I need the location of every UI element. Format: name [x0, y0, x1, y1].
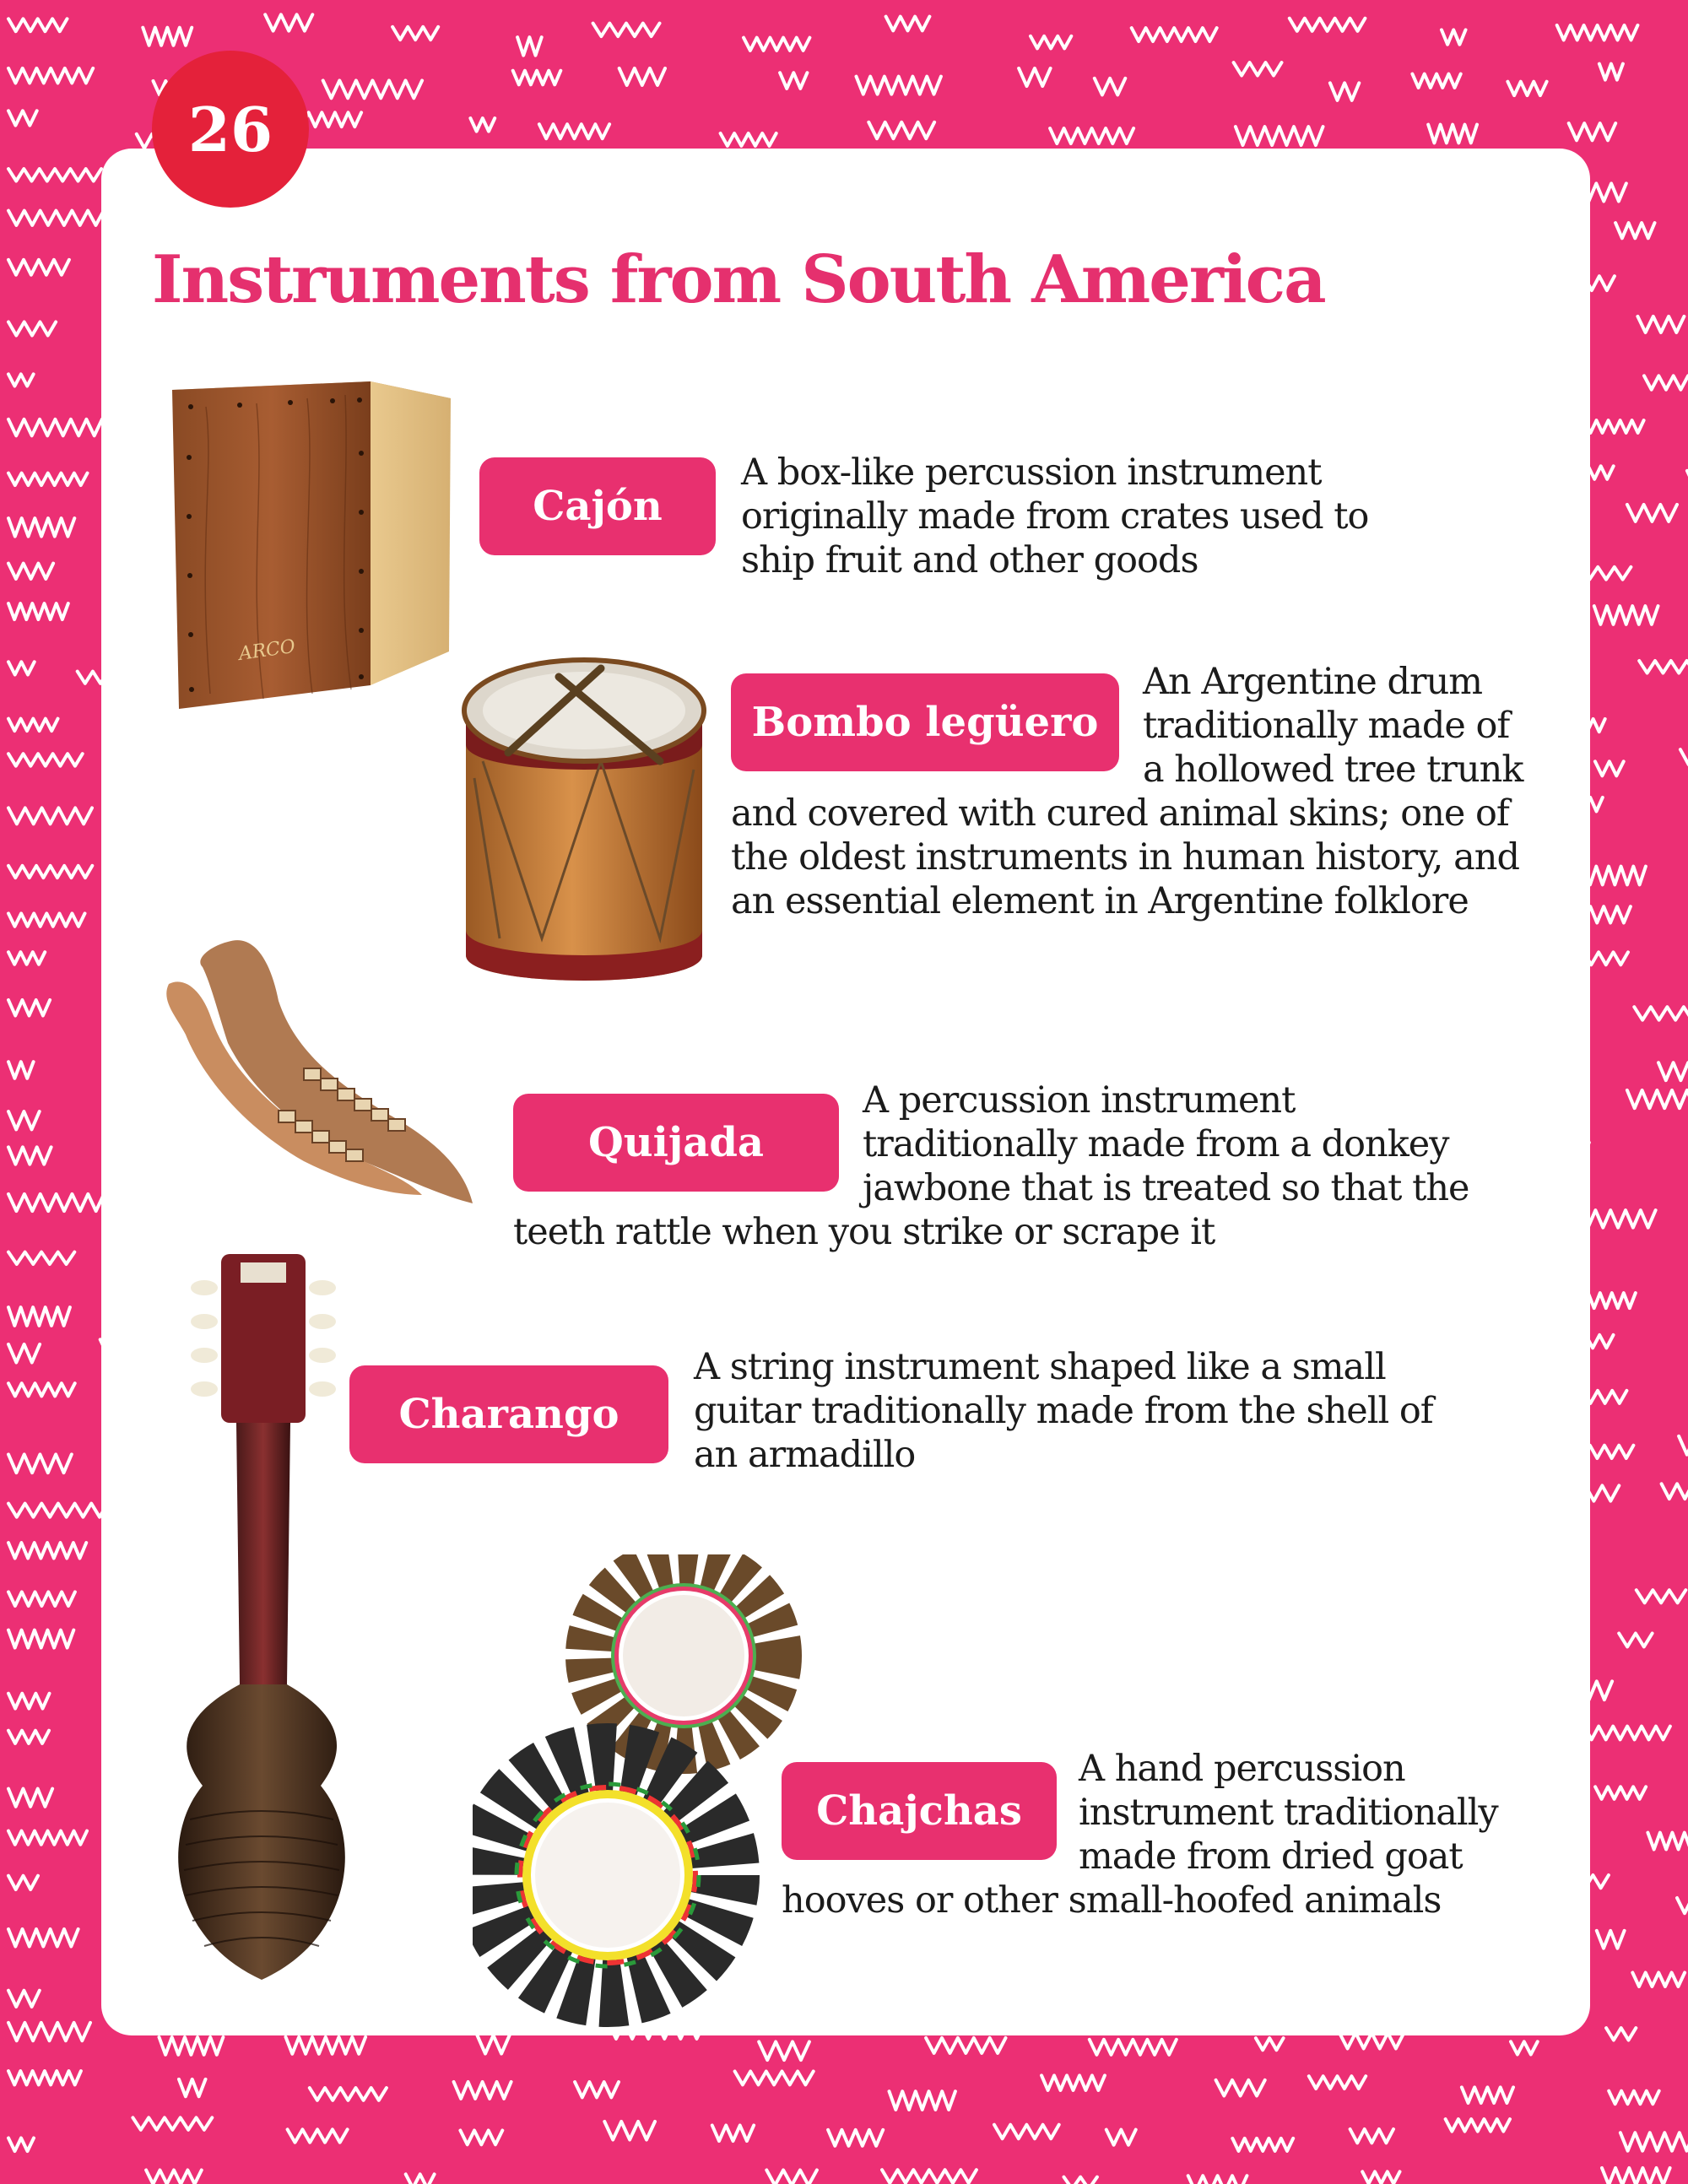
zigzag-doodle	[8, 1147, 51, 1164]
zigzag-doodle	[1290, 19, 1366, 31]
description-quijada-continued: teeth rattle when you strike or scrape it	[513, 1211, 1215, 1253]
zigzag-doodle	[1106, 2130, 1136, 2145]
zigzag-doodle	[1132, 28, 1217, 41]
zigzag-doodle	[8, 111, 37, 125]
zigzag-doodle	[8, 169, 101, 181]
zigzag-doodle	[8, 518, 74, 537]
zigzag-doodle	[1188, 2176, 1247, 2184]
zigzag-doodle	[133, 2117, 212, 2129]
zigzag-doodle	[8, 374, 34, 386]
zigzag-doodle	[8, 1307, 70, 1326]
zigzag-doodle	[1658, 1062, 1688, 1080]
zigzag-doodle	[392, 27, 438, 40]
zigzag-doodle	[1330, 83, 1359, 100]
zigzag-doodle	[179, 2079, 206, 2096]
zigzag-doodle	[1216, 2080, 1265, 2096]
zigzag-doodle	[1309, 2076, 1366, 2089]
zigzag-doodle	[1581, 1210, 1656, 1228]
zigzag-doodle	[406, 2174, 435, 2184]
label-cajon: Cajón	[479, 457, 716, 555]
zigzag-doodle	[1050, 128, 1133, 143]
zigzag-doodle	[882, 2170, 977, 2183]
zigzag-doodle	[1557, 25, 1638, 41]
zigzag-doodle	[1446, 2119, 1510, 2132]
zigzag-doodle	[8, 1000, 50, 1016]
zigzag-doodle	[8, 913, 85, 926]
content-card	[101, 149, 1590, 2035]
zigzag-doodle	[1662, 1484, 1688, 1499]
zigzag-doodle	[857, 77, 941, 95]
zigzag-doodle	[994, 2125, 1059, 2139]
zigzag-doodle	[8, 952, 45, 965]
zigzag-doodle	[8, 1344, 40, 1363]
description-chajchas-continued: hooves or other small-hoofed animals	[782, 1879, 1442, 1922]
zigzag-doodle	[8, 419, 102, 436]
zigzag-doodle	[1620, 2133, 1688, 2151]
zigzag-doodle	[1232, 2138, 1293, 2151]
zigzag-doodle	[8, 1252, 74, 1264]
zigzag-doodle	[310, 2088, 387, 2100]
zigzag-doodle	[780, 73, 807, 89]
zigzag-doodle	[1569, 123, 1616, 140]
zigzag-doodle	[1442, 30, 1466, 44]
zigzag-doodle	[766, 2170, 817, 2184]
label-bombo-leguero: Bombo legüero	[731, 673, 1119, 771]
zigzag-doodle	[1588, 1293, 1636, 1308]
zigzag-doodle	[1597, 1931, 1625, 1949]
zigzag-doodle	[8, 1694, 50, 1709]
page-title: Instruments from South America	[152, 241, 1325, 318]
zigzag-doodle	[8, 1194, 104, 1211]
description-chajchas: A hand percussion instrument traditionally made from dried goat	[1079, 1748, 1498, 1878]
zigzag-doodle	[8, 1543, 86, 1558]
zigzag-doodle	[1236, 127, 1323, 145]
zigzag-doodle	[721, 133, 776, 146]
zigzag-doodle	[8, 19, 68, 31]
zigzag-doodle	[1602, 2168, 1670, 2184]
zigzag-doodle	[265, 14, 312, 30]
label-quijada: Quijada	[513, 1094, 839, 1192]
zigzag-doodle	[8, 808, 92, 824]
zigzag-doodle	[575, 2082, 619, 2097]
zigzag-doodle	[1679, 1436, 1688, 1455]
zigzag-doodle	[477, 2035, 509, 2054]
label-chajchas: Chajchas	[782, 1762, 1057, 1860]
zigzag-doodle	[1632, 1973, 1685, 1987]
zigzag-doodle	[1095, 78, 1126, 95]
zigzag-doodle	[470, 118, 495, 132]
zigzag-doodle	[8, 2071, 81, 2084]
bombo-drum-icon	[449, 651, 728, 1006]
description-cajon: A box-like percussion instrument originally made from crates used to ship fruit and other goods	[741, 451, 1369, 581]
zigzag-doodle	[8, 1383, 75, 1396]
zigzag-doodle	[8, 1454, 72, 1473]
zigzag-doodle	[1584, 867, 1646, 885]
zigzag-doodle	[1619, 1634, 1652, 1647]
zigzag-doodle	[619, 68, 665, 85]
zigzag-doodle	[1031, 36, 1071, 49]
zigzag-doodle	[1595, 1787, 1646, 1799]
cajon-box-drum-icon	[164, 373, 468, 711]
zigzag-doodle	[1647, 1833, 1688, 1850]
zigzag-doodle	[1644, 376, 1688, 389]
zigzag-doodle	[8, 2138, 34, 2152]
zigzag-doodle	[735, 2072, 814, 2085]
zigzag-doodle	[1428, 125, 1477, 143]
zigzag-doodle	[1609, 2091, 1659, 2105]
zigzag-doodle	[1507, 82, 1546, 95]
zigzag-doodle	[1256, 2038, 1284, 2050]
zigzag-doodle	[8, 1504, 108, 1517]
zigzag-doodle	[1637, 316, 1684, 332]
zigzag-doodle	[286, 2037, 366, 2054]
zigzag-doodle	[1462, 2087, 1513, 2103]
zigzag-doodle	[8, 866, 92, 878]
zigzag-doodle	[8, 1789, 52, 1807]
zigzag-doodle	[8, 322, 56, 336]
zigzag-doodle	[460, 2131, 502, 2145]
zigzag-doodle	[1041, 2075, 1105, 2090]
zigzag-doodle	[160, 2037, 224, 2055]
zigzag-doodle	[8, 1592, 75, 1606]
zigzag-doodle	[926, 2038, 1005, 2053]
cajon-brand-logo: ARCO	[237, 635, 297, 665]
zigzag-doodle	[1511, 2041, 1538, 2054]
zigzag-doodle	[1350, 2129, 1393, 2143]
zigzag-doodle	[8, 1929, 78, 1947]
charango-guitar-icon	[152, 1246, 388, 1988]
zigzag-doodle	[886, 17, 930, 31]
zigzag-doodle	[513, 71, 561, 85]
zigzag-doodle	[828, 2130, 883, 2146]
zigzag-doodle	[8, 1062, 34, 1078]
zigzag-doodle	[1606, 2028, 1636, 2040]
zigzag-doodle	[1677, 1898, 1688, 1913]
zigzag-doodle	[759, 2042, 809, 2061]
zigzag-doodle	[8, 211, 104, 225]
zigzag-doodle	[1064, 2177, 1097, 2184]
zigzag-doodle	[1412, 74, 1460, 88]
zigzag-doodle	[1637, 1590, 1686, 1603]
zigzag-doodle	[454, 2082, 511, 2099]
zigzag-doodle	[323, 80, 422, 98]
zigzag-doodle	[1595, 761, 1624, 776]
zigzag-doodle	[8, 662, 35, 674]
zigzag-doodle	[8, 1876, 38, 1889]
zigzag-doodle	[8, 564, 53, 579]
zigzag-doodle	[1615, 223, 1654, 238]
zigzag-doodle	[8, 68, 93, 84]
zigzag-doodle	[288, 2129, 348, 2142]
zigzag-doodle	[8, 1630, 73, 1648]
zigzag-doodle	[8, 1111, 40, 1129]
description-bombo-leguero: An Argentine drum traditionally made of a hollowed tree trunk	[1143, 661, 1523, 791]
zigzag-doodle	[712, 2126, 754, 2142]
description-charango: A string instrument shaped like a small guitar traditionally made from the shell of an armadillo	[694, 1346, 1433, 1476]
zigzag-doodle	[8, 754, 83, 766]
zigzag-doodle	[868, 122, 934, 138]
zigzag-doodle	[1627, 1090, 1688, 1108]
zigzag-doodle	[539, 124, 609, 138]
page-number-badge: 26	[152, 51, 309, 208]
description-bombo-leguero-continued: and covered with cured animal skins; one of the oldest instruments in human history, and an essential element in Argentine folklore	[731, 792, 1519, 922]
zigzag-doodle	[604, 2122, 655, 2140]
zigzag-doodle	[890, 2091, 955, 2110]
zigzag-doodle	[8, 603, 68, 619]
label-charango: Charango	[349, 1365, 668, 1463]
zigzag-doodle	[1362, 2171, 1399, 2183]
zigzag-doodle	[1627, 505, 1677, 522]
zigzag-doodle	[517, 37, 542, 56]
description-quijada: A percussion instrument traditionally made from a donkey jawbone that is treated so that the	[863, 1079, 1469, 1209]
donkey-jawbone-icon	[152, 925, 490, 1212]
zigzag-doodle	[1599, 64, 1623, 80]
zigzag-doodle	[1594, 606, 1658, 624]
zigzag-doodle	[146, 2170, 202, 2184]
zigzag-doodle	[8, 1731, 49, 1743]
zigzag-doodle	[8, 1831, 87, 1845]
zigzag-doodle	[1019, 68, 1051, 86]
zigzag-doodle	[8, 2023, 90, 2041]
zigzag-doodle	[1639, 661, 1688, 673]
zigzag-doodle	[8, 1991, 40, 2007]
zigzag-doodle	[8, 719, 58, 732]
zigzag-doodle	[8, 473, 88, 485]
zigzag-doodle	[1090, 2040, 1177, 2055]
zigzag-doodle	[1234, 62, 1282, 75]
zigzag-doodle	[1680, 749, 1688, 765]
zigzag-doodle	[8, 260, 69, 275]
zigzag-doodle	[1634, 1007, 1688, 1020]
zigzag-doodle	[593, 24, 660, 36]
zigzag-doodle	[744, 38, 809, 51]
zigzag-doodle	[1584, 1727, 1670, 1740]
zigzag-doodle	[143, 28, 192, 46]
